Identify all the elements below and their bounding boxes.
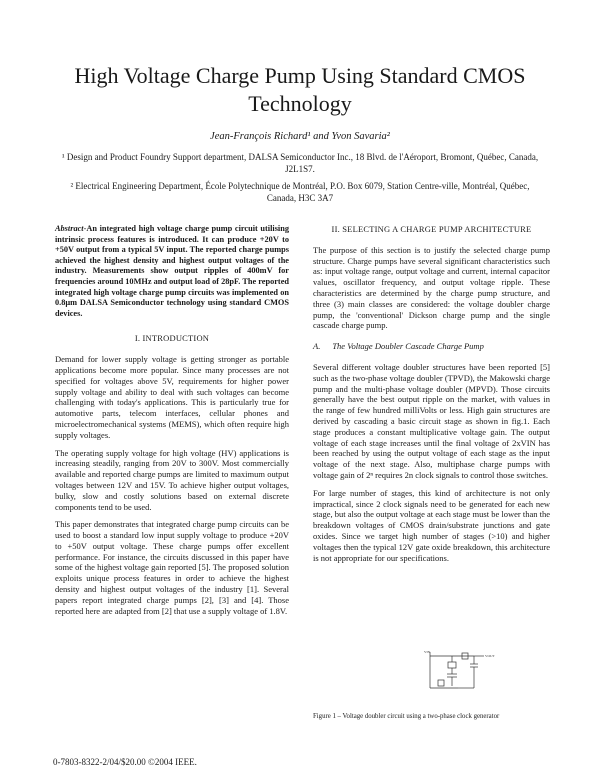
doubler-paragraph-2: For large number of stages, this kind of architecture is not only impractical, since 2 clock signals need to be generated for each new stage, but also the output voltage at each stage must be lower than the breakdown voltages of CMOS drain/substrate junctions and gate oxides. Since we target high number of stages (>10) and higher voltages then the typical 12V gate oxide breakdown, this architecture is not appropriate for our specifications. [313, 487, 550, 563]
figure-vout-label: VOUT [485, 654, 495, 658]
copyright-footer: 0-7803-8322-2/04/$20.00 ©2004 IEEE. [53, 757, 197, 767]
affiliation-2: ² Electrical Engineering Department, École Polytechnique de Montréal, P.O. Box 6079, Station Centre-ville, Montréal, Québec, Canada, H3C 3A7 [70, 181, 530, 203]
right-column [313, 224, 550, 570]
section-heading-introduction: I. INTRODUCTION [134, 333, 210, 344]
selecting-paragraph-1: The purpose of this section is to justify the selected charge pump structure. Charge pumps have several significant characteristics such as: input voltage range, output voltage and current, internal capacitor values, oscillator frequency, and output voltage ripple. These characteristics are determined by the charge pump structure, and three (3) main classes are considered: the voltage doubler charge pump, the 'conventional' Dickson charge pump and the single cascade charge pump. [313, 244, 550, 331]
figure-1-caption: Figure 1 – Voltage doubler circuit using a two-phase clock generator [313, 713, 500, 720]
paper-title: High Voltage Charge Pump Using Standard CMOS Technology [74, 63, 526, 116]
subsection-letter: A. [313, 341, 321, 352]
affiliation-1: ¹ Design and Product Foundry Support department, DALSA Semiconductor Inc., 18 Blvd. de l'Aéroport, Bromont, Québec, Canada, J2L1S7. [61, 152, 539, 174]
intro-paragraph-1: Demand for lower supply voltage is getting stronger as portable applications become more popular. Since many processes are not specified for voltages above 5V, requirements for higher power supply voltage and ability to deal with such voltages can become challenging with today's applications. This is particularly true for automotive parts, telecom interfaces, cellular phones and microelectromechanical systems (MEMS), which often require high supply voltages. [55, 354, 289, 440]
subsection-heading-doubler [313, 341, 550, 352]
doubler-paragraph-1: Several different voltage doubler structures have been reported [5] such as the two-phase voltage doubler (TPVD), the Makowski charge pump and the multi-phase voltage doubler (MPVD). Those circuits generally have the best output ripple on the market, with values in the range of few hundred milliVolts or less. High gain structures are derived by cascading a basic circuit stage as shown in fig.1. Each stage produces a constant multiplicative voltage gain. The output voltage of each stage increases until the final voltage of 2xVIN has been reached by using the output voltage of each stage as the input voltage of the next stage. Also, multiphase charge pumps with voltage gain of 2ⁿ requires 2n clock signals to control those switches. [313, 361, 550, 480]
subsection-title: The Voltage Doubler Cascade Charge Pump [332, 341, 484, 352]
section-heading-selecting: II. SELECTING A CHARGE PUMP ARCHITECTURE [331, 224, 532, 234]
intro-paragraph-2: The operating supply voltage for high voltage (HV) applications is increasing steadily, ranging from 20V to 300V. Most commercially available and reported charge pumps are limited to maximum output voltages between 12V and 15V. To achieve higher output voltages, bulky, slow and costly solutions based on external discrete components tend to be used. [55, 447, 289, 512]
abstract [55, 224, 289, 319]
author-line: Jean-François Richard¹ and Yvon Savaria² [210, 131, 390, 142]
left-column [55, 224, 289, 623]
abstract-lead: Abstract- [55, 224, 87, 233]
figure-vin-label: VIN [424, 650, 431, 654]
intro-paragraph-3: This paper demonstrates that integrated charge pump circuits can be used to boost a standard low input supply voltage to produce +20V to +50V output voltage. These charge pumps offer excellent performance. For instance, the circuits discussed in this paper have some of the highest voltage gain reported [5]. The proposed solution exploits unique process features in order to achieve the highest density and highest output voltages of the industry [1]. Several papers report integrated charge pumps [2], [3] and [4]. Those reported here are adapted from [2] that use a supply voltage of 1.8V. [55, 519, 289, 616]
figure-1-schematic [418, 648, 498, 692]
abstract-text: An integrated high voltage charge pump circuit utilising intrinsic process features is introduced. It can produce +20V to +50V output from a typical 5V input. The reported charge pumps achieved the highest density and highest output voltages of the industry. Measurements show output ripples of 400mV for frequencies around 10MHz and output load of 28pF. The reported integrated high voltage charge pump circuits was implemented on 0.8µm DALSA Semiconductor technology using standard CMOS devices. [55, 224, 289, 318]
